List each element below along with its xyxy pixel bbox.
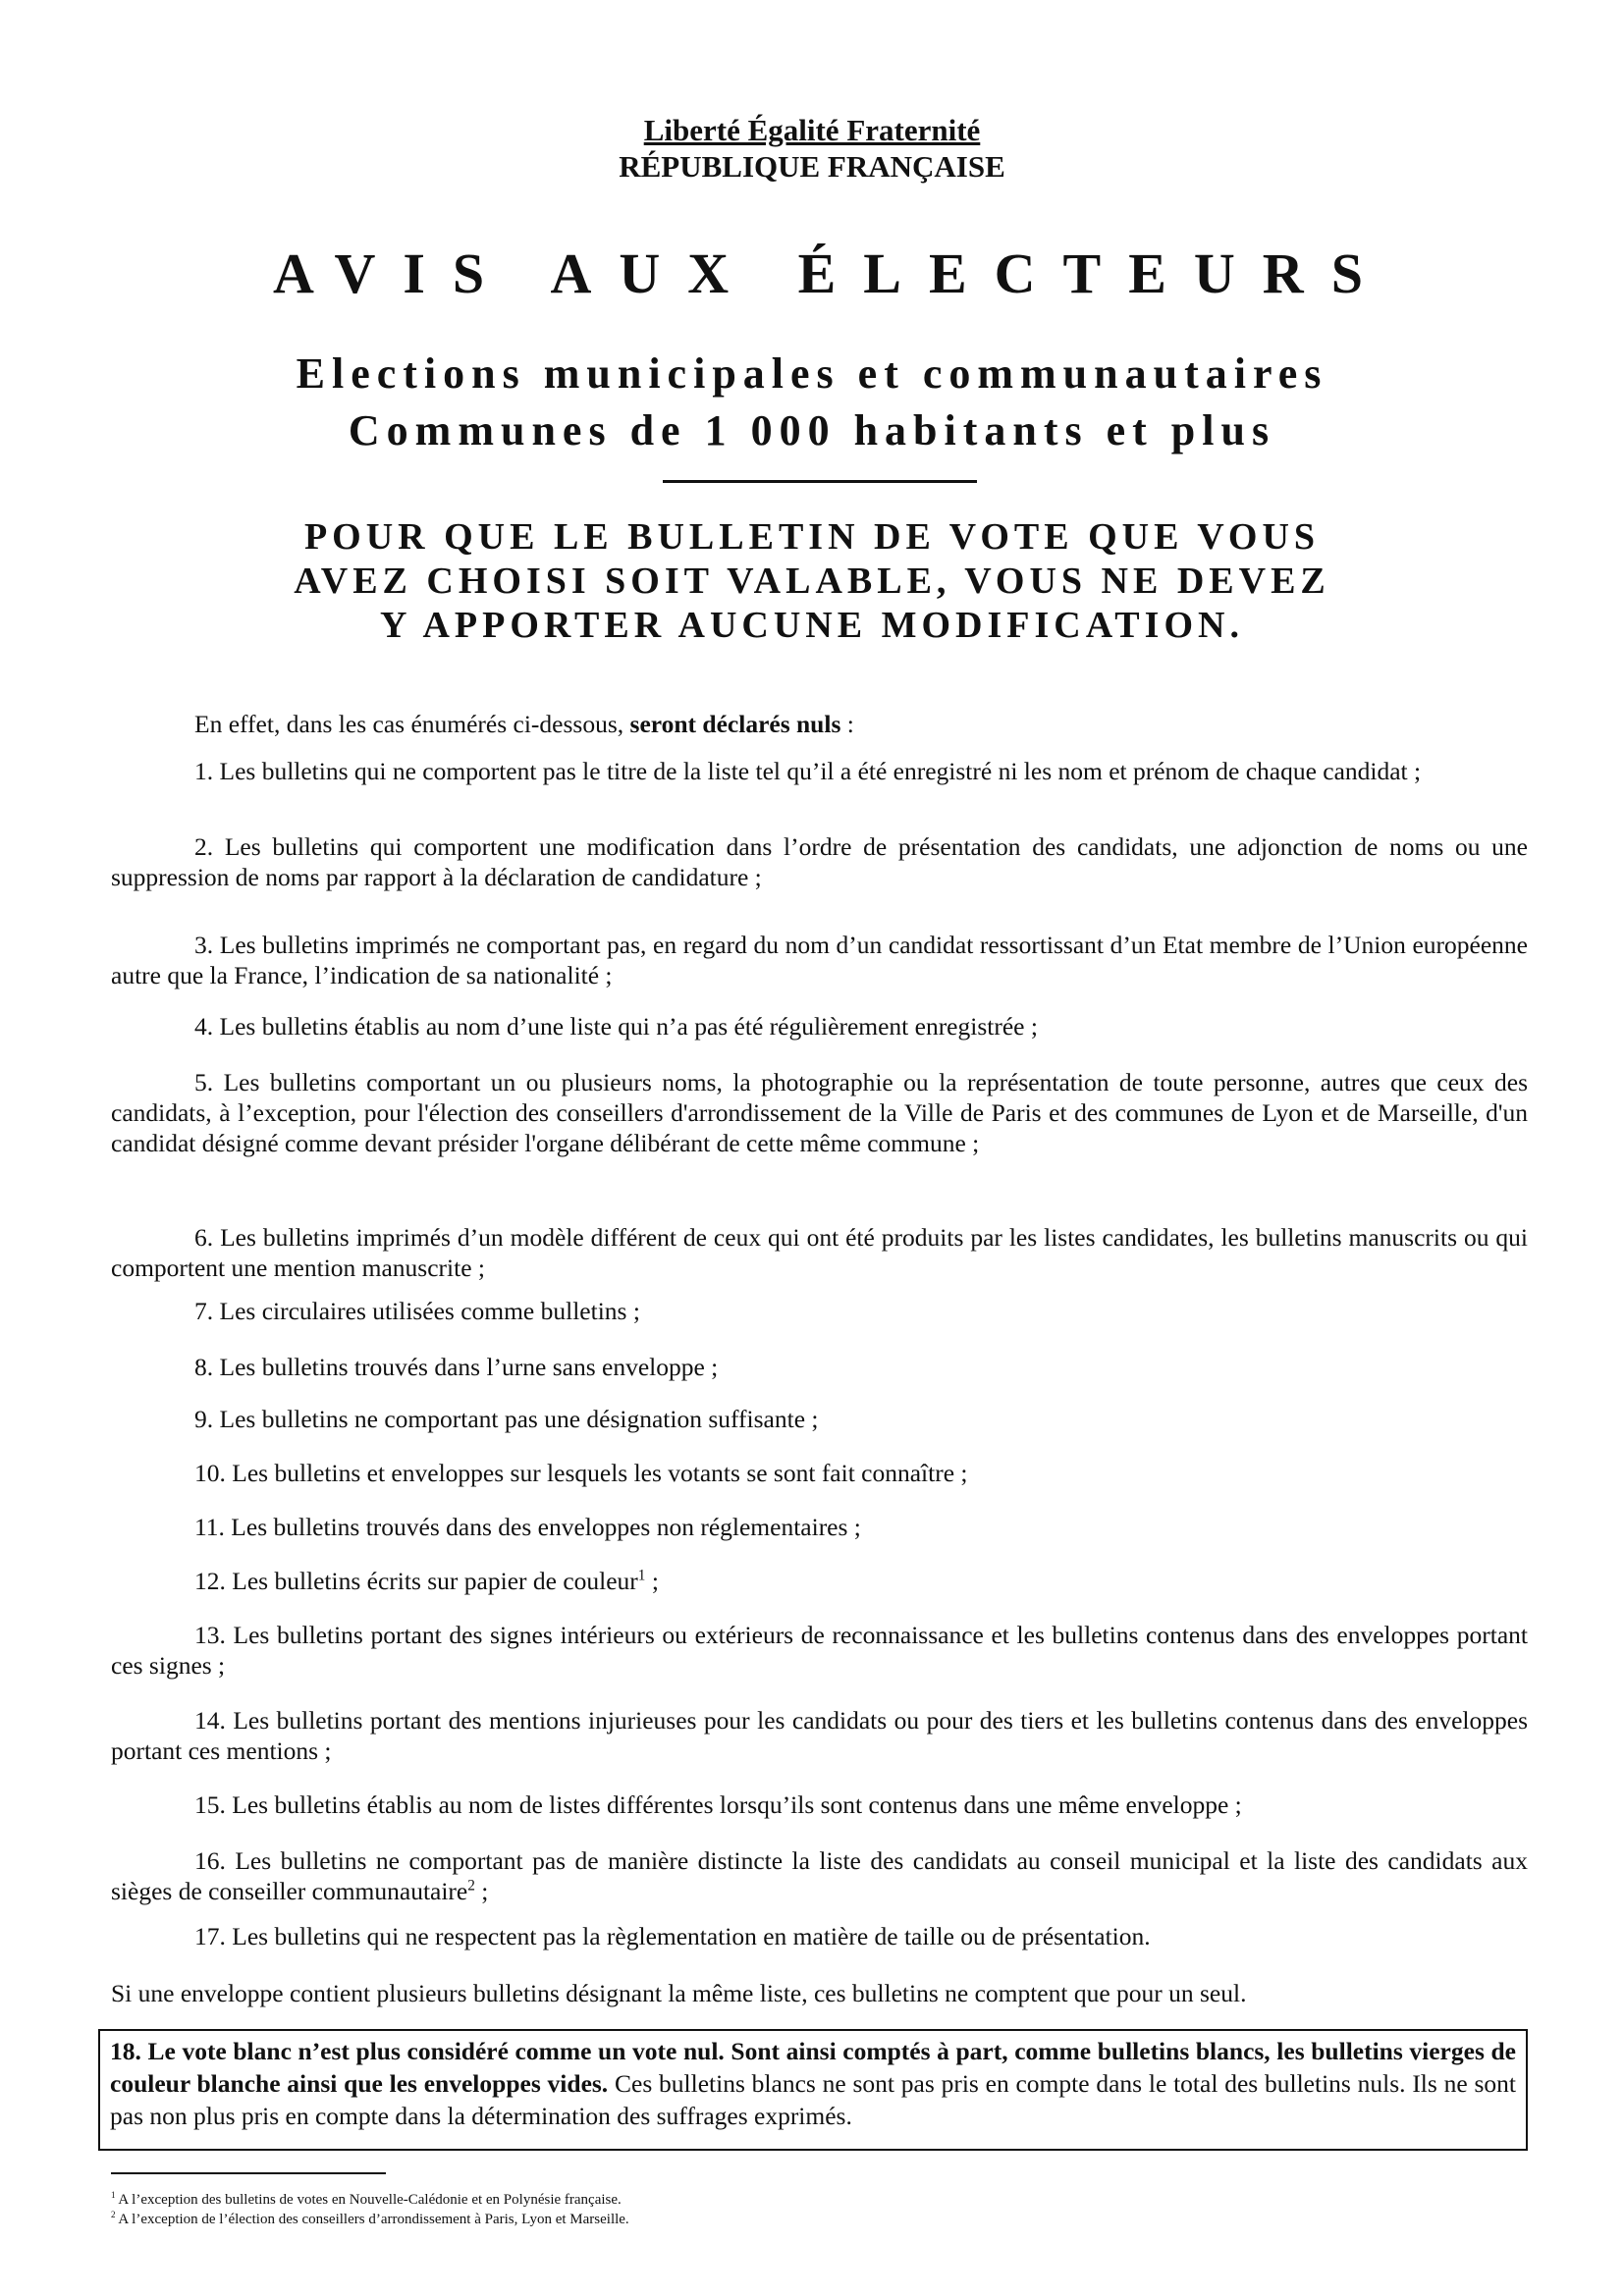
list-item: 16. Les bulletins ne comportant pas de manière distincte la liste des candidats au conseil municipal et la liste des candidats aux sièges de conseiller communautaire$^2$ ; [111, 1846, 1528, 1905]
blank-vote-bold: 18. Le vote blanc n’est plus considéré comme un vote nul. Sont ainsi comptés à part, comme bulletins blancs, les bulletins vierges de couleur blanche ainsi que les enveloppes vides. [110, 2037, 1516, 2098]
warning-line-3: Y APPORTER AUCUNE MODIFICATION. [380, 605, 1244, 646]
footnote-divider [111, 2172, 386, 2174]
blank-vote-box [98, 2029, 1528, 2151]
list-item: 17. Les bulletins qui ne respectent pas la règlementation en matière de taille ou de présentation. [194, 1922, 1151, 1950]
republic-label: RÉPUBLIQUE FRANÇAISE [619, 149, 1005, 184]
footnote-ref: 2 [467, 1877, 475, 1895]
list-item: 6. Les bulletins imprimés d’un modèle différent de ceux qui ont été produits par les listes candidates, les bulletins manuscrits ou qui comportent une mention manuscrite ; [111, 1223, 1528, 1282]
list-item: 3. Les bulletins imprimés ne comportant pas, en regard du nom d’un candidat ressortissant d’un Etat membre de l’Union européenne autre que la France, l’indication de sa nationalité ; [111, 931, 1528, 989]
list-item: 4. Les bulletins établis au nom d’une liste qui n’a pas été régulièrement enregistrée ; [194, 1012, 1038, 1041]
list-item: 14. Les bulletins portant des mentions injurieuses pour les candidats ou pour des tiers et les bulletins contenus dans des enveloppes portant ces mentions ; [111, 1706, 1528, 1765]
footnote-2: $^2$ A l’exception de l’élection des conseillers d’arrondissement à Paris, Lyon et Marseille. [111, 2210, 629, 2227]
warning-heading [0, 515, 1624, 648]
list-item: 7. Les circulaires utilisées comme bulletins ; [194, 1297, 640, 1325]
footnote-1: $^1$ A l’exception des bulletins de votes en Nouvelle-Calédonie et en Polynésie française. [111, 2190, 622, 2208]
closing-paragraph: Si une enveloppe contient plusieurs bulletins désignant la même liste, ces bulletins ne comptent que pour un seul. [111, 1979, 1247, 2007]
document-title: AVIS AUX ÉLECTEURS [273, 241, 1390, 305]
list-item: 9. Les bulletins ne comportant pas une désignation suffisante ; [194, 1405, 819, 1433]
intro-emphasis: seront déclarés nuls [629, 710, 841, 738]
warning-line-1: POUR QUE LE BULLETIN DE VOTE QUE VOUS [303, 516, 1321, 558]
list-item: 8. Les bulletins trouvés dans l’urne sans enveloppe ; [194, 1353, 719, 1381]
list-item: 15. Les bulletins établis au nom de listes différentes lorsqu’ils sont contenus dans une même enveloppe ; [194, 1790, 1242, 1819]
intro-paragraph: En effet, dans les cas énumérés ci-dessous, seront déclarés nuls : [194, 710, 854, 738]
subtitle-line-2: Communes de 1 000 habitants et plus [348, 406, 1276, 454]
list-item: 12. Les bulletins écrits sur papier de couleur$^1$ ; [194, 1567, 659, 1595]
title-divider [663, 480, 977, 483]
warning-line-2: AVEZ CHOISI SOIT VALABLE, VOUS NE DEVEZ [294, 561, 1330, 602]
list-item: 11. Les bulletins trouvés dans des enveloppes non réglementaires ; [194, 1513, 861, 1541]
list-item: 5. Les bulletins comportant un ou plusieurs noms, la photographie ou la représentation de toute personne, autres que ceux des candidats, à l’exception, pour l'élection des conseillers d'arrondissement de la Ville de Paris et des communes de Lyon et de Marseille, d'un candidat désigné comme devant présider l'organe délibérant de cette même commune ; [111, 1068, 1528, 1157]
blank-vote-text: Ces bulletins blancs ne sont pas pris en compte dans le total des bulletins nuls. Ils ne sont pas non plus pris en compte dans la détermination des suffrages exprimés. [110, 2069, 1516, 2130]
list-item: 2. Les bulletins qui comportent une modification dans l’ordre de présentation des candidats, une adjonction de noms ou une suppression de noms par rapport à la déclaration de candidature ; [111, 832, 1528, 891]
footnote-ref: 1 [637, 1567, 646, 1584]
list-item: 13. Les bulletins portant des signes intérieurs ou extérieurs de reconnaissance et les bulletins contenus dans des enveloppes portant ces signes ; [111, 1621, 1528, 1680]
list-item: 1. Les bulletins qui ne comportent pas le titre de la liste tel qu’il a été enregistré ni les nom et prénom de chaque candidat ; [194, 757, 1422, 785]
motto: Liberté Égalité Fraternité [643, 113, 981, 147]
list-item: 10. Les bulletins et enveloppes sur lesquels les votants se sont fait connaître ; [194, 1459, 968, 1487]
subtitle-line-1: Elections municipales et communautaires [296, 349, 1328, 398]
